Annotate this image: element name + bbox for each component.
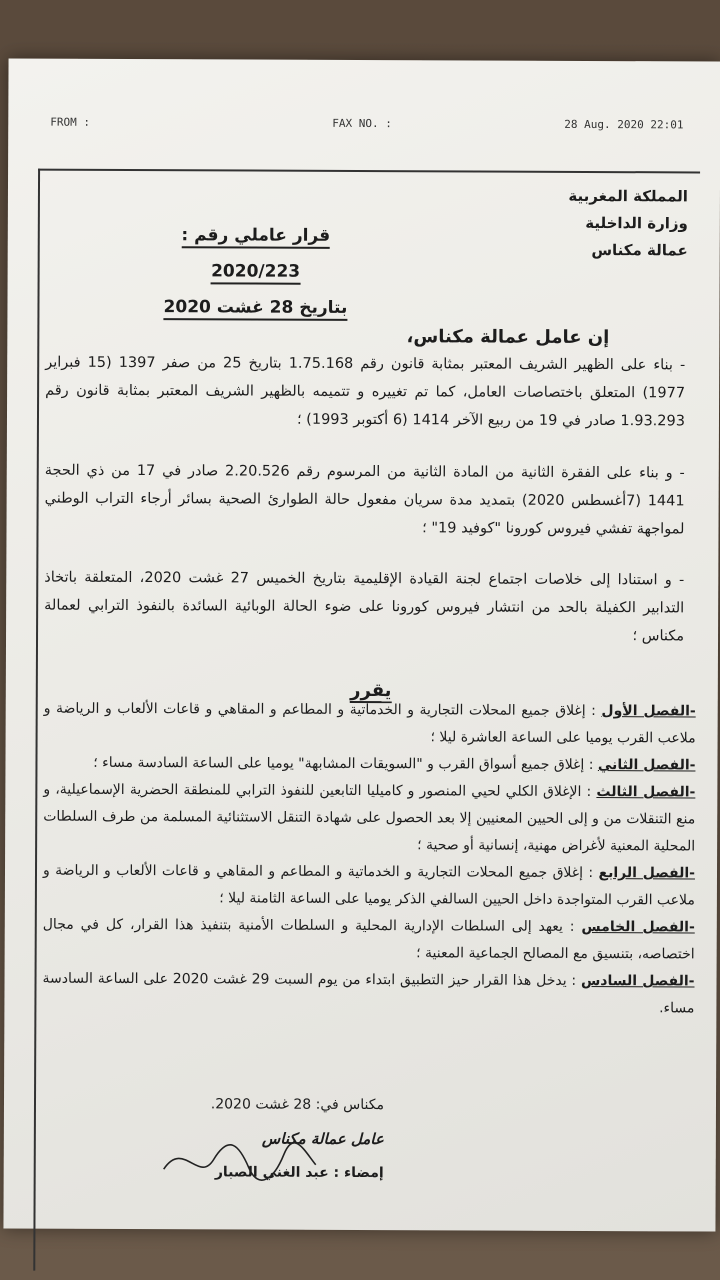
article-5 [43,912,695,969]
fax-datetime: 28 Aug. 2020 22:01 [564,117,684,132]
fax-number: FAX NO. : [332,116,392,131]
place-date: مكناس في: 28 غشت 2020. [210,1096,385,1114]
article-label: -الفصل السادس [580,972,695,990]
article-label: -الفصل الثالث [596,784,696,801]
decision-number: قرار عاملي رقم : 2020/223 [181,225,330,285]
preamble-paragraph-2: - و بناء على الفقرة الثانية من المادة الثانية من المرسوم رقم 2.20.526 صادر في 17 من ذي الحجة 1441 (7أغسطس 2020) بتمديد مدة سريان مفعول حالة الطوارئ الصحية بسائر أرجاء التراب الوطني لمواجهة تفشي فيروس كورونا "كوفيد 19" ؛ [44,462,685,538]
decision-title [135,217,375,326]
article-text: : يدخل هذا القرار حيز التطبيق ابتداء من يوم السبت 29 غشت 2020 على الساعة السادسة مساء. [42,970,695,1017]
fax-header [8,115,720,138]
article-text: : إغلاق جميع المحلات التجارية و الخدماتية و المطاعم و المقاهي و قاعات الألعاب و الرياضة و ملاعب القرب يوميا على الساعة العاشرة ليلا ؛ [43,700,696,747]
preamble-paragraph-3: - و استنادا إلى خلاصات اجتماع لجنة القيادة الإقليمية بتاريخ الخميس 27 غشت 2020، المتعلقة باتخاذ التدابير الكفيلة بالحد من انتشار فيروس كورونا على ضوء الحالة الوبائية السائدة بالنفوذ الترابي لعمالة مكناس ؛ [44,569,685,645]
article-6 [42,966,694,1023]
governor-heading: إن عامل عمالة مكناس، [406,326,610,349]
article-3 [43,777,695,861]
article-text: : الإغلاق الكلي لحيي المنصور و كاميليا التابعين للنفوذ الترابي للمنطقة الحضرية الإسماعيلية، و منع التنقلات من و إلى الحيين المعنيين إلا بعد الحصول على شهادة التنقل الاستثنائية المسلمة من طرف السلطات المحلية المعنية لأغراض مهنية، إنسانية أو صحية ؛ [43,781,696,855]
article-1 [44,696,696,753]
signature-scribble [154,1129,324,1190]
decision-date: بتاريخ 28 غشت 2020 [164,297,348,321]
prefecture-line: عمالة مكناس [591,240,688,260]
articles-list [42,696,695,1023]
preamble-paragraph-1: - بناء على الظهير الشريف المعتبر بمثابة قانون رقم 1.75.168 بتاريخ 25 من صفر 1397 (15 فبراير 1977) المتعلق باختصاصات العامل، كما تم تغييره و تتميمه بالظهير الشريف المعتبر بمثابة قانون رقم 1.93.293 صادر في 19 من ربيع الآخر 1414 (6 أكتوبر 1993) ؛ [45,354,686,430]
article-2 [43,750,695,780]
article-4 [43,858,695,915]
article-text: : يعهد إلى السلطات الإدارية المحلية و السلطات الأمنية بتنفيذ هذا القرار، كل في مجال اختصاصه، بتنسيق مع المصالح الجماعية المعنية ؛ [42,916,695,963]
signature-name: إمضاء : عبد الغني الصبار [214,1164,384,1182]
ministry-line: وزارة الداخلية [585,213,688,233]
fax-from: FROM : [50,115,91,129]
article-label: -الفصل الخامس [581,918,695,936]
fax-paper [3,58,720,1231]
kingdom-line: المملكة المغربية [568,186,688,206]
article-text: : إغلاق جميع أسواق القرب و "السويقات المشابهة" يوميا على الساعة السادسة مساء ؛ [93,754,598,774]
article-text: : إغلاق جميع المحلات التجارية و الخدماتية و المطاعم و المقاهي و قاعات الألعاب و الرياضة و ملاعب القرب المتواجدة داخل الحيين السالفي الذكر يوميا على الساعة الثامنة ليلا ؛ [42,862,695,909]
ministry-header [488,183,688,265]
signature-title: عامل عمالة مكناس [261,1129,384,1149]
decides-heading: يقرر [350,679,392,702]
article-label: -الفصل الأول [601,703,696,720]
article-label: -الفصل الثاني [597,757,696,774]
article-label: -الفصل الرابع [598,865,696,882]
